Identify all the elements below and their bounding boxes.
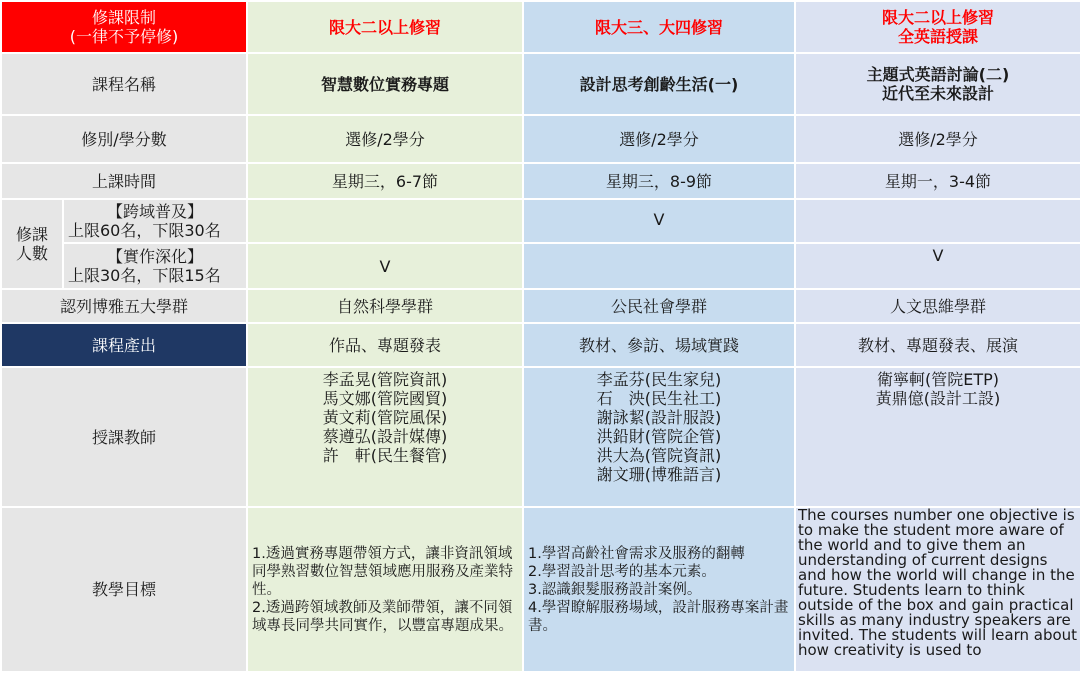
mode1-cell: [63, 199, 247, 243]
course3-restriction-text: 限大二以上修習: [881, 8, 994, 27]
teacher: 謝文珊(博雅語言): [596, 465, 722, 484]
mode1-title: 【跨域普及】: [106, 202, 203, 221]
course3-mode2-mark: V: [795, 243, 1080, 289]
credits-row: [1, 115, 1080, 163]
course3-name-line2: 近代至未來設計: [881, 84, 994, 103]
enrollment-mode1-row: [1, 199, 1080, 243]
teacher: 衛寧軻(管院ETP): [876, 370, 1000, 389]
course2-restriction-text: 限大三、大四修習: [594, 17, 723, 37]
enrollment-mode2-row: [1, 243, 1080, 289]
course1-mode1-mark: [247, 199, 523, 243]
course2-goals: 1.學習高齡社會需求及服務的翻轉 2.學習設計思考的基本元素。 3.認識銀髮服務設計案例。 4.學習瞭解服務場域，設計服務專案計畫書。: [523, 507, 795, 672]
course1-cluster: 自然科學學群: [247, 289, 523, 323]
teacher: 許 軒(民生餐管): [322, 446, 448, 465]
course1-goals: 1.透過實務專題帶領方式，讓非資訊領域同學熟習數位智慧領域應用服務及產業特性。 2.透過跨領域教師及業師帶領，讓不同領域專長同學共同實作，以豐富專題成果。: [247, 507, 523, 672]
course2-time: 星期三，8-9節: [523, 163, 795, 199]
course2-output: 教材、參訪、場域實踐: [523, 323, 795, 367]
course3-english-note: 全英語授課: [897, 27, 978, 46]
mode2-limit: 上限30名，下限15名: [68, 266, 221, 285]
course1-restriction: [247, 1, 523, 53]
time-label: 上課時間: [1, 163, 247, 199]
mode2-title: 【實作深化】: [106, 247, 203, 266]
teacher: 洪鉛財(管院企管): [596, 427, 722, 446]
output-label: 課程產出: [1, 323, 247, 367]
teacher: 黃鼎億(設計工設): [875, 389, 1001, 408]
course3-name: [795, 53, 1080, 115]
course-name-label: 課程名稱: [1, 53, 247, 115]
teacher: 李孟晃(管院資訊): [322, 370, 448, 389]
course2-teachers: [523, 367, 795, 507]
enrollment-label-line1: 修課: [15, 225, 48, 244]
teachers-row: [1, 367, 1080, 507]
course3-name-line1: 主題式英語討論(二): [866, 65, 1010, 84]
teacher: 黃文莉(管院風保): [322, 408, 448, 427]
course3-time: 星期一，3-4節: [795, 163, 1080, 199]
course3-teachers: [795, 367, 1080, 507]
restriction-title: 修課限制: [91, 8, 156, 27]
course1-credits: 選修/2學分: [247, 115, 523, 163]
teacher: 李孟芬(民生家兒): [596, 370, 722, 389]
header-row: [1, 1, 1080, 53]
course2-mode2-mark: [523, 243, 795, 289]
goals-label: 教學目標: [1, 507, 247, 672]
cluster-label: 認列博雅五大學群: [1, 289, 247, 323]
mode2-cell: [63, 243, 247, 289]
course1-name: 智慧數位實務專題: [247, 53, 523, 115]
teachers-label: 授課教師: [1, 367, 247, 507]
course3-mode1-mark: [795, 199, 1080, 243]
course3-goals: [795, 507, 1080, 672]
cluster-row: [1, 289, 1080, 323]
course3-restriction: [795, 1, 1080, 53]
course2-mode1-mark: V: [523, 199, 795, 243]
enrollment-label-line2: 人數: [15, 244, 48, 263]
restriction-header-cell: [1, 1, 247, 53]
time-row: [1, 163, 1080, 199]
teacher: 蔡遵弘(設計媒傳): [322, 427, 448, 446]
course1-output: 作品、專題發表: [247, 323, 523, 367]
goals-row: [1, 507, 1080, 672]
restriction-note: (一律不予停修): [69, 27, 179, 46]
teacher: 馬文娜(管院國貿): [322, 389, 448, 408]
teacher: 謝詠絜(設計服設): [596, 408, 722, 427]
course1-mode2-mark: V: [247, 243, 523, 289]
course3-cluster: 人文思維學群: [795, 289, 1080, 323]
course2-credits: 選修/2學分: [523, 115, 795, 163]
course2-name: 設計思考創齡生活(一): [523, 53, 795, 115]
teacher: 洪大為(管院資訊): [596, 446, 722, 465]
course1-time: 星期三，6-7節: [247, 163, 523, 199]
teacher: 石 泱(民生社工): [596, 389, 722, 408]
credits-label: 修別/學分數: [1, 115, 247, 163]
course1-teachers: [247, 367, 523, 507]
output-row: [1, 323, 1080, 367]
course3-goals-text: The courses number one objective is to make the student more aware of the world and to give them an understanding of current designs and how the world will change in the future. Students learn to think outside of the box and gain practical skills as many industry speakers are invited. The students will learn about how creativity is used to: [798, 508, 1078, 659]
course-name-row: [1, 53, 1080, 115]
course1-restriction-text: 限大二以上修習: [328, 17, 441, 37]
enrollment-label: [1, 199, 63, 289]
course3-credits: 選修/2學分: [795, 115, 1080, 163]
mode1-limit: 上限60名，下限30名: [68, 221, 221, 240]
course2-restriction: [523, 1, 795, 53]
course3-output: 教材、專題發表、展演: [795, 323, 1080, 367]
course2-cluster: 公民社會學群: [523, 289, 795, 323]
